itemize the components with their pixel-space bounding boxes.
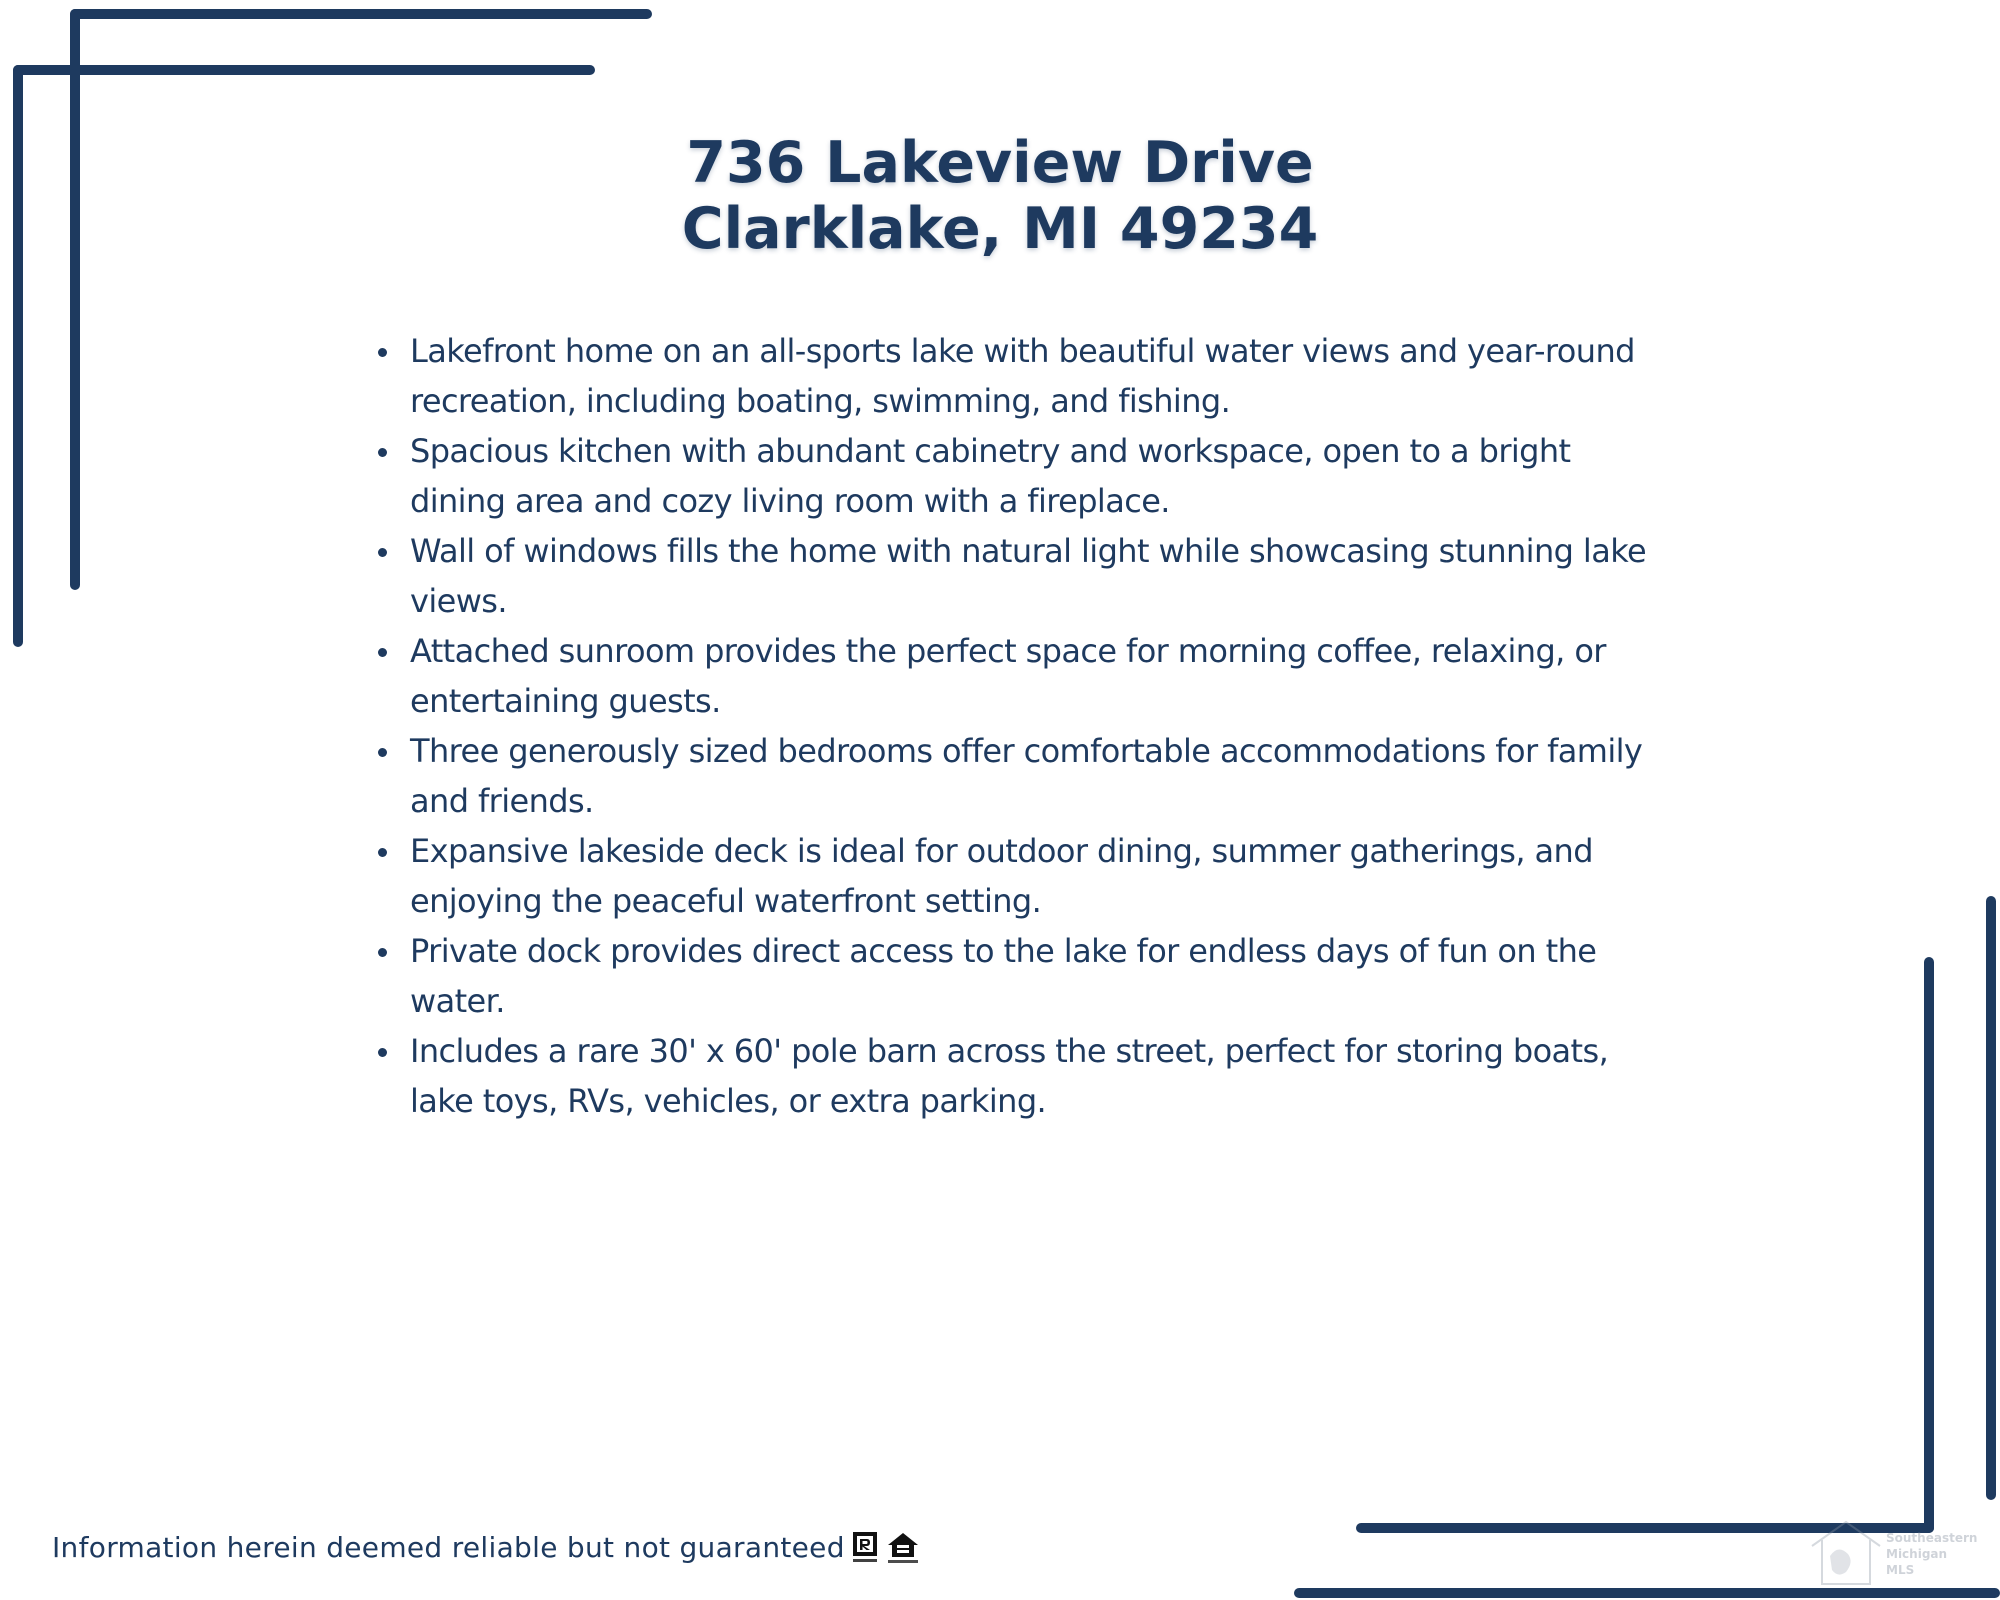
feature-list [372, 326, 1662, 1126]
feature-item-pole-barn: Includes a rare 30' x 60' pole barn across the street, perfect for storing boats, lake toys, RVs, vehicles, or extra parking. [372, 1026, 1662, 1126]
mls-logo-line-3: MLS [1886, 1563, 1915, 1577]
disclaimer-text: Information herein deemed reliable but not guaranteed [52, 1531, 845, 1564]
frame-bottom-right-inner-vertical [1924, 957, 1934, 1533]
frame-bottom-right-outer-vertical [1986, 896, 1996, 1500]
feature-item-kitchen: Spacious kitchen with abundant cabinetry and workspace, open to a bright dining area and cozy living room with a fireplace. [372, 426, 1662, 526]
mls-logo-line-1: Southeastern [1886, 1531, 1978, 1545]
mls-logo-line-2: Michigan [1886, 1547, 1948, 1561]
feature-item-dock: Private dock provides direct access to the lake for endless days of fun on the water. [372, 926, 1662, 1026]
frame-top-left-outer-vertical [70, 9, 80, 590]
frame-top-left-inner-horizontal [13, 65, 595, 75]
mls-logo-icon [1808, 1516, 1984, 1588]
feature-item-bedrooms: Three generously sized bedrooms offer comfortable accommodations for family and friends. [372, 726, 1662, 826]
realtor-icon [852, 1531, 878, 1565]
address-city-state-zip: Clarklake, MI 49234 [681, 196, 1319, 262]
feature-item-windows: Wall of windows fills the home with natural light while showcasing stunning lake views. [372, 526, 1662, 626]
frame-top-left-outer-horizontal [70, 9, 652, 19]
page-title [0, 130, 2000, 262]
frame-bottom-right-outer-horizontal [1294, 1588, 2000, 1598]
feature-item-deck: Expansive lakeside deck is ideal for outdoor dining, summer gatherings, and enjoying the peaceful waterfront setting. [372, 826, 1662, 926]
feature-item-lakefront: Lakefront home on an all-sports lake with beautiful water views and year-round recreation, including boating, swimming, and fishing. [372, 326, 1662, 426]
equal-housing-icon [886, 1531, 920, 1565]
address-street: 736 Lakeview Drive [686, 130, 1314, 196]
feature-item-sunroom: Attached sunroom provides the perfect space for morning coffee, relaxing, or entertaining guests. [372, 626, 1662, 726]
